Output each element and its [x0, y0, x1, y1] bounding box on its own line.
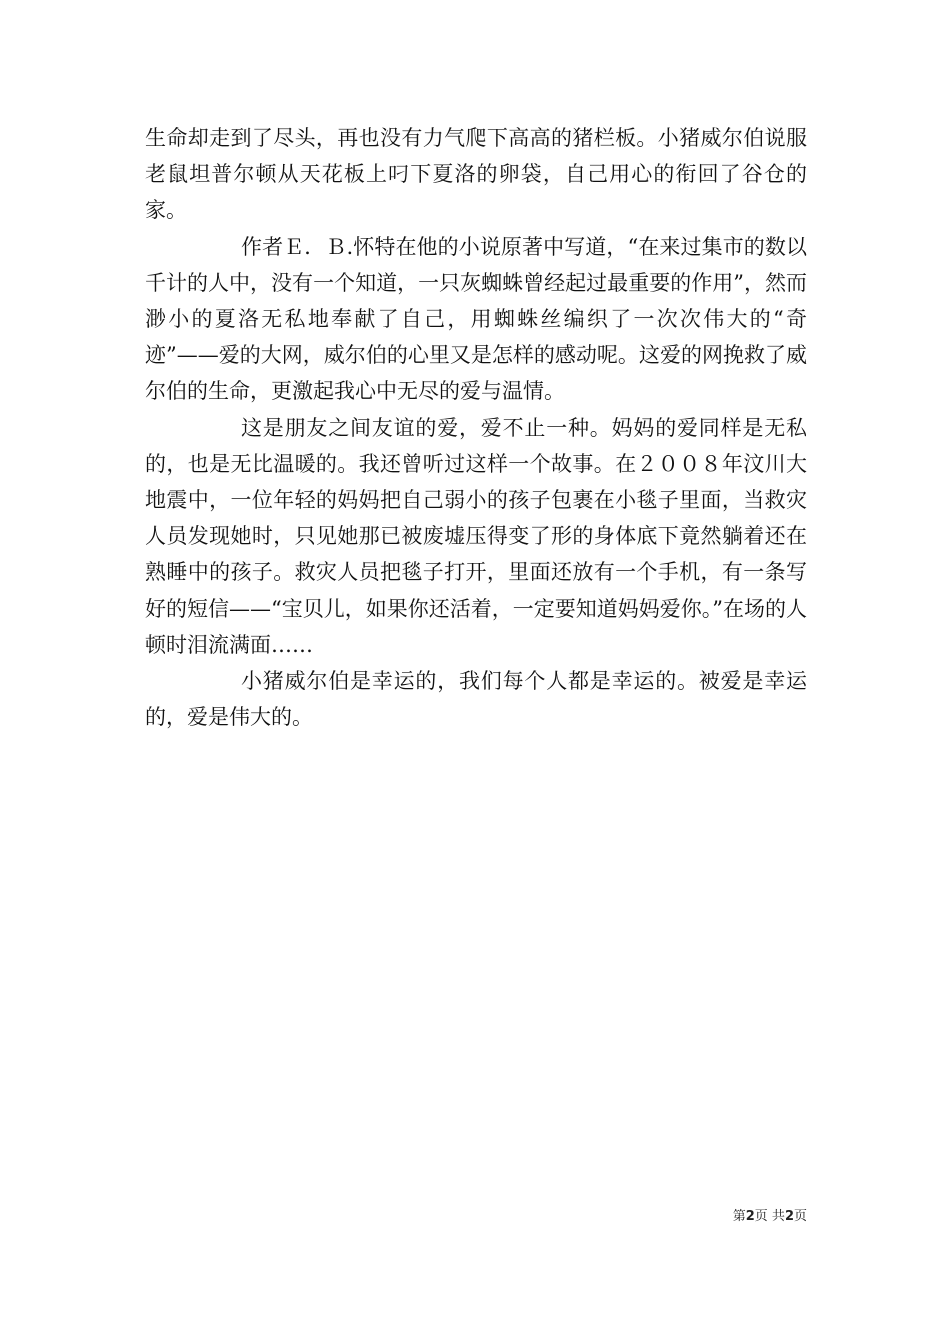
document-body: [145, 120, 807, 735]
footer-prefix: 第: [732, 1209, 746, 1224]
paragraph-1: 生命却走到了尽头，再也没有力气爬下高高的猪栏板。小猪威尔伯说服老鼠坦普尔顿从天花板上叼下夏洛的卵袋，自己用心的衔回了谷仓的家。: [145, 126, 807, 223]
paragraph-2: 作者Ｅ．Ｂ.怀特在他的小说原著中写道，“在来过集市的数以千计的人中，没有一个知道，一只灰蜘蛛曾经起过最重要的作用”，然而渺小的夏洛无私地奉献了自己，用蜘蛛丝编织了一次次伟大的“奇迹”——爱的大网，威尔伯的心里又是怎样的感动呢。这爱的网挽救了威尔伯的生命，更激起我心中无尽的爱与温情。: [145, 234, 807, 404]
paragraph-4: 小猪威尔伯是幸运的，我们每个人都是幸运的。被爱是幸运的，爱是伟大的。: [145, 669, 807, 730]
footer-current-page: 2: [745, 1209, 755, 1224]
footer-total-pages: 2: [784, 1209, 794, 1224]
footer-suffix: 页: [793, 1209, 807, 1224]
paragraph-3: 这是朋友之间友谊的爱，爱不止一种。妈妈的爱同样是无私的，也是无比温暖的。我还曾听过这样一个故事。在２００８年汶川大地震中，一位年轻的妈妈把自己弱小的孩子包裹在小毯子里面，当救灾人员发现她时，只见她那已被废墟压得变了形的身体底下竟然躺着还在熟睡中的孩子。救灾人员把毯子打开，里面还放有一个手机，有一条写好的短信——“宝贝儿，如果你还活着，一定要知道妈妈爱你。”在场的人顿时泪流满面……: [145, 415, 807, 657]
footer-middle: 页 共: [754, 1209, 785, 1224]
page-number-footer: [733, 1205, 807, 1224]
